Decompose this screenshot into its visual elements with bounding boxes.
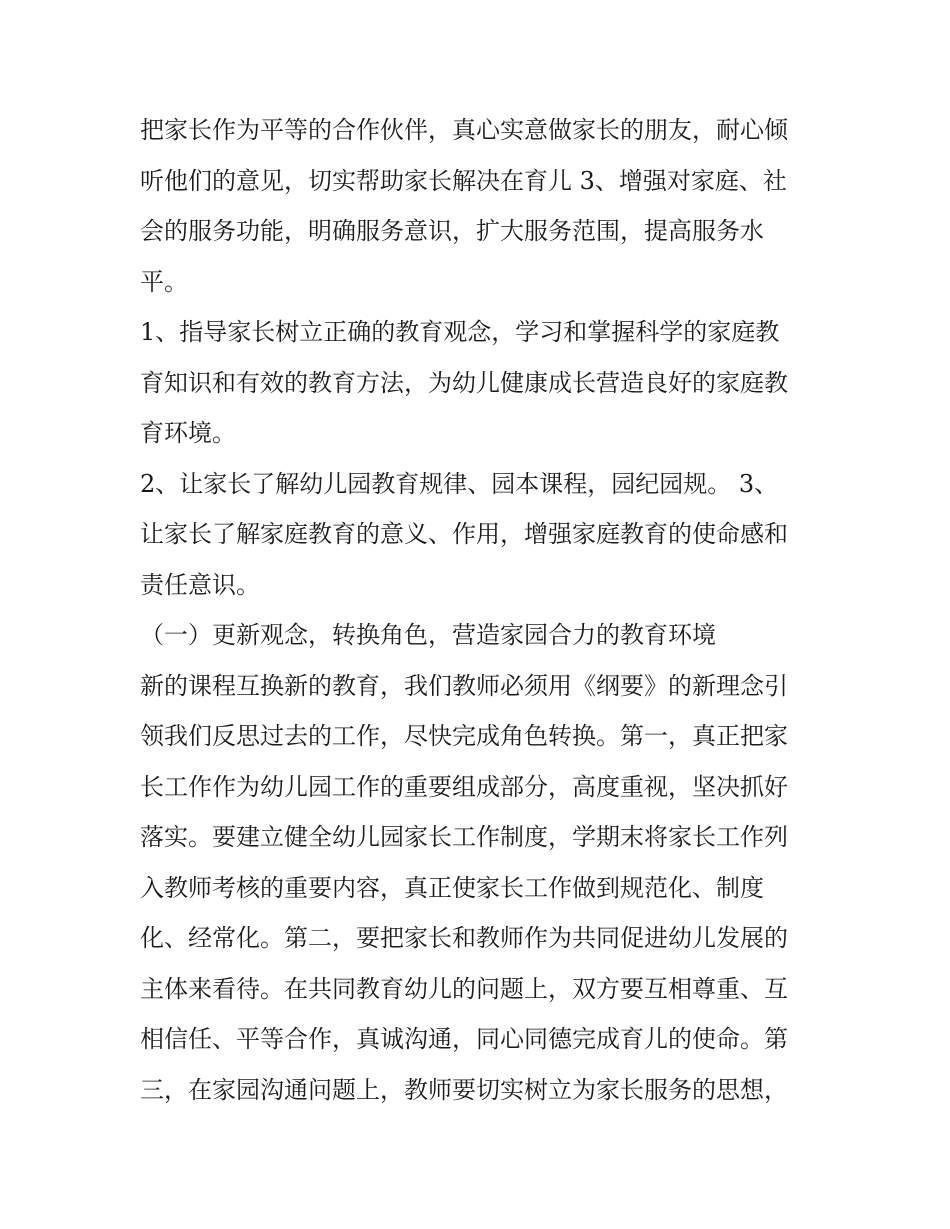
text-line: 长工作作为幼儿园工作的重要组成部分，高度重视，坚决抓好 <box>140 772 788 801</box>
text-line: 2、让家长了解幼儿园教育规律、园本课程，园纪园规。 3、 <box>140 469 779 498</box>
text-line: 让家长了解家庭教育的意义、作用，增强家庭教育的使命感和 <box>140 520 788 548</box>
text-line: 责任意识。 <box>140 570 260 599</box>
text-line: 三，在家园沟通问题上，教师要切实树立为家长服务的思想， <box>140 1075 788 1104</box>
text-line: 领我们反思过去的工作，尽快完成角色转换。第一，真正把家 <box>140 722 788 750</box>
text-line: 落实。要建立健全幼儿园家长工作制度，学期末将家长工作列 <box>140 823 788 851</box>
text-line: 主体来看待。在共同教育幼儿的问题上，双方要互相尊重、互 <box>140 974 788 1003</box>
text-line: 入教师考核的重要内容，真正使家长工作做到规范化、制度 <box>140 873 764 902</box>
text-line: 平。 <box>140 267 188 296</box>
text-line: 育环境。 <box>140 419 236 447</box>
text-line: 1、指导家长树立正确的教育观念，学习和掌握科学的家庭教 <box>140 318 780 346</box>
text-line: 新的课程互换新的教育，我们教师必须用《纲要》的新理念引 <box>140 671 788 700</box>
text-line: 会的服务功能，明确服务意识，扩大服务范围，提高服务水 <box>140 217 764 245</box>
body-text <box>140 105 820 1115</box>
section-heading: （一）更新观念，转换角色，营造家园合力的教育环境 <box>140 621 716 649</box>
text-line: 把家长作为平等的合作伙伴，真心实意做家长的朋友，耐心倾 <box>140 116 788 144</box>
text-line: 听他们的意见，切实帮助家长解决在育儿 3、增强对家庭、社 <box>140 166 787 195</box>
text-line: 育知识和有效的教育方法，为幼儿健康成长营造良好的家庭教 <box>140 368 788 397</box>
text-line: 相信任、平等合作，真诚沟通，同心同德完成育儿的使命。第 <box>140 1025 788 1053</box>
text-line: 化、经常化。第二，要把家长和教师作为共同促进幼儿发展的 <box>140 924 788 952</box>
